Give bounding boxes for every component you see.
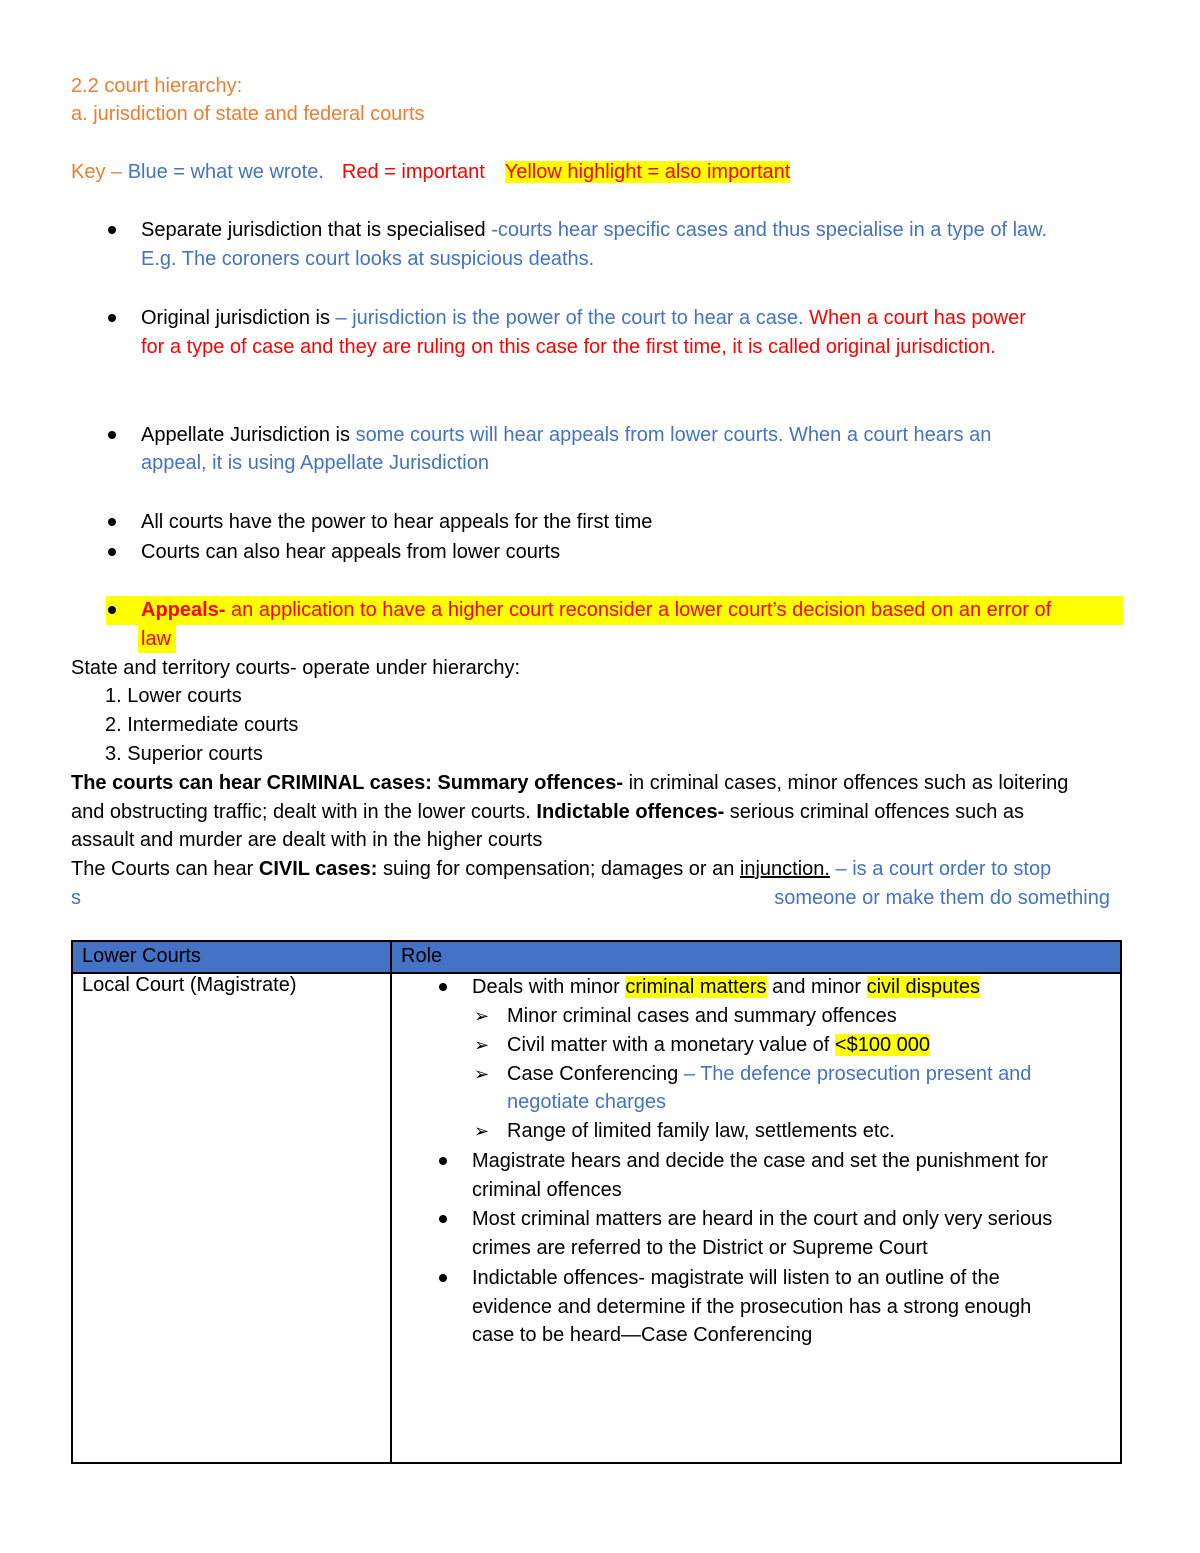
role-sub3 [507, 1060, 1031, 1089]
table-cell-court: Local Court (Magistrate) [82, 974, 297, 996]
role-sub2 [507, 1031, 930, 1060]
criminal-line1 [71, 769, 1068, 798]
bullet-appeals-line1 [141, 596, 1051, 625]
criminal-text1: in criminal cases, minor offences such as loitering [623, 772, 1069, 794]
bullet-original-line2: for a type of case and they are ruling on this case for the first time, it is called original jurisdiction. [141, 336, 996, 358]
role-text-a: Deals with minor [472, 976, 626, 998]
bullet-icon [108, 548, 116, 556]
appeals-label: Appeals- [141, 599, 226, 621]
civil-injunction: injunction. [739, 858, 830, 880]
bullet-icon [439, 1215, 447, 1223]
appellate-label: Appellate Jurisdiction is [141, 424, 356, 446]
role-line4c: case to be heard—Case Conferencing [472, 1324, 813, 1346]
hierarchy-intro: State and territory courts- operate under hierarchy: [71, 657, 521, 679]
civil-blue1: – is a court order to stop [829, 858, 1052, 880]
civil-text2: suing for compensation; damages or an [377, 858, 740, 880]
civil-blue-s: s [71, 887, 81, 909]
bullet-icon [439, 1274, 447, 1282]
appellate-text: some courts will hear appeals from lower courts. When a court hears an [355, 424, 992, 446]
original-label: Original jurisdiction is [141, 307, 336, 329]
hierarchy-item: 1. Lower courts [105, 685, 242, 707]
bullet-lower-appeals: Courts can also hear appeals from lower courts [141, 541, 561, 563]
role-line2b: criminal offences [472, 1179, 622, 1201]
page-title: 2.2 court hierarchy: [71, 75, 243, 97]
bullet-icon [108, 606, 116, 614]
arrow-bullet-icon: ➢ [474, 1006, 490, 1026]
civil-line1 [71, 855, 1051, 884]
criminal-bold1: The courts can hear CRIMINAL cases: Summary offences- [71, 772, 624, 794]
criminal-text2b: serious criminal offences such as [724, 801, 1024, 823]
role-sub1: Minor criminal cases and summary offences [507, 1005, 897, 1027]
table-header-role: Role [401, 945, 443, 967]
appeals-text: an application to have a higher court reconsider a lower court’s decision based on an error of [225, 599, 1052, 621]
bullet-separate-line2: E.g. The coroners court looks at suspicious deaths. [141, 248, 595, 270]
role-civil-disputes: civil disputes [866, 976, 980, 998]
original-red: When a court has power [803, 307, 1026, 329]
role-sub3-label: Case Conferencing [507, 1063, 679, 1085]
bullet-appeals-line2: law [141, 628, 172, 650]
bullet-appellate-line1 [141, 421, 991, 450]
bullet-icon [108, 431, 116, 439]
role-text-c: and minor [766, 976, 867, 998]
bullet-appellate-line2: appeal, it is using Appellate Jurisdiction [141, 452, 489, 474]
key-blue: Blue = what we wrote. [127, 161, 324, 183]
criminal-text2a: and obstructing traffic; dealt with in the lower courts. [71, 801, 537, 823]
role-sub2-value: <$100 000 [834, 1034, 931, 1056]
role-line3a: Most criminal matters are heard in the court and only very serious [472, 1208, 1053, 1230]
civil-blue2: someone or make them do something [774, 887, 1110, 909]
criminal-line2 [71, 798, 1024, 827]
separate-text: -courts hear specific cases and thus specialise in a type of law. [491, 219, 1048, 241]
civil-text1: The Courts can hear [71, 858, 259, 880]
arrow-bullet-icon: ➢ [474, 1121, 490, 1141]
bullet-icon [439, 983, 447, 991]
page-subtitle: a. jurisdiction of state and federal courts [71, 103, 425, 125]
role-sub3-blue: – The defence prosecution present and [678, 1063, 1032, 1085]
role-line4a: Indictable offences- magistrate will listen to an outline of the [472, 1267, 1000, 1289]
key-prefix: Key – [71, 161, 128, 183]
role-criminal-matters: criminal matters [625, 976, 767, 998]
civil-bold: CIVIL cases: [258, 858, 378, 880]
bullet-icon [108, 314, 116, 322]
role-line2a: Magistrate hears and decide the case and set the punishment for [472, 1150, 1048, 1172]
bullet-icon [439, 1157, 447, 1165]
hierarchy-item: 2. Intermediate courts [105, 714, 299, 736]
role-sub3-line2: negotiate charges [507, 1091, 667, 1113]
table-column-divider [390, 942, 392, 1462]
arrow-bullet-icon: ➢ [474, 1035, 490, 1055]
table-header-row [73, 942, 1120, 972]
table-header-lower-courts: Lower Courts [82, 945, 201, 967]
bullet-original-line1 [141, 304, 1026, 333]
separate-label: Separate jurisdiction that is specialised [141, 219, 492, 241]
criminal-line3: assault and murder are dealt with in the higher courts [71, 829, 543, 851]
key-yellow: Yellow highlight = also important [504, 161, 791, 183]
role-sub4: Range of limited family law, settlements etc. [507, 1120, 895, 1142]
key-red: Red = important [341, 161, 485, 183]
arrow-bullet-icon: ➢ [474, 1064, 490, 1084]
color-key [71, 158, 790, 187]
bullet-icon [108, 226, 116, 234]
bullet-separate-line1 [141, 216, 1047, 245]
hierarchy-item: 3. Superior courts [105, 743, 263, 765]
original-blue: – jurisdiction is the power of the court to hear a case. [335, 307, 804, 329]
role-line1 [472, 973, 980, 1002]
role-sub2-text: Civil matter with a monetary value of [507, 1034, 835, 1056]
criminal-bold2: Indictable offences- [536, 801, 725, 823]
bullet-icon [108, 518, 116, 526]
role-line4b: evidence and determine if the prosecution has a strong enough [472, 1296, 1032, 1318]
bullet-all-courts: All courts have the power to hear appeals for the first time [141, 511, 653, 533]
role-line3b: crimes are referred to the District or Supreme Court [472, 1237, 928, 1259]
